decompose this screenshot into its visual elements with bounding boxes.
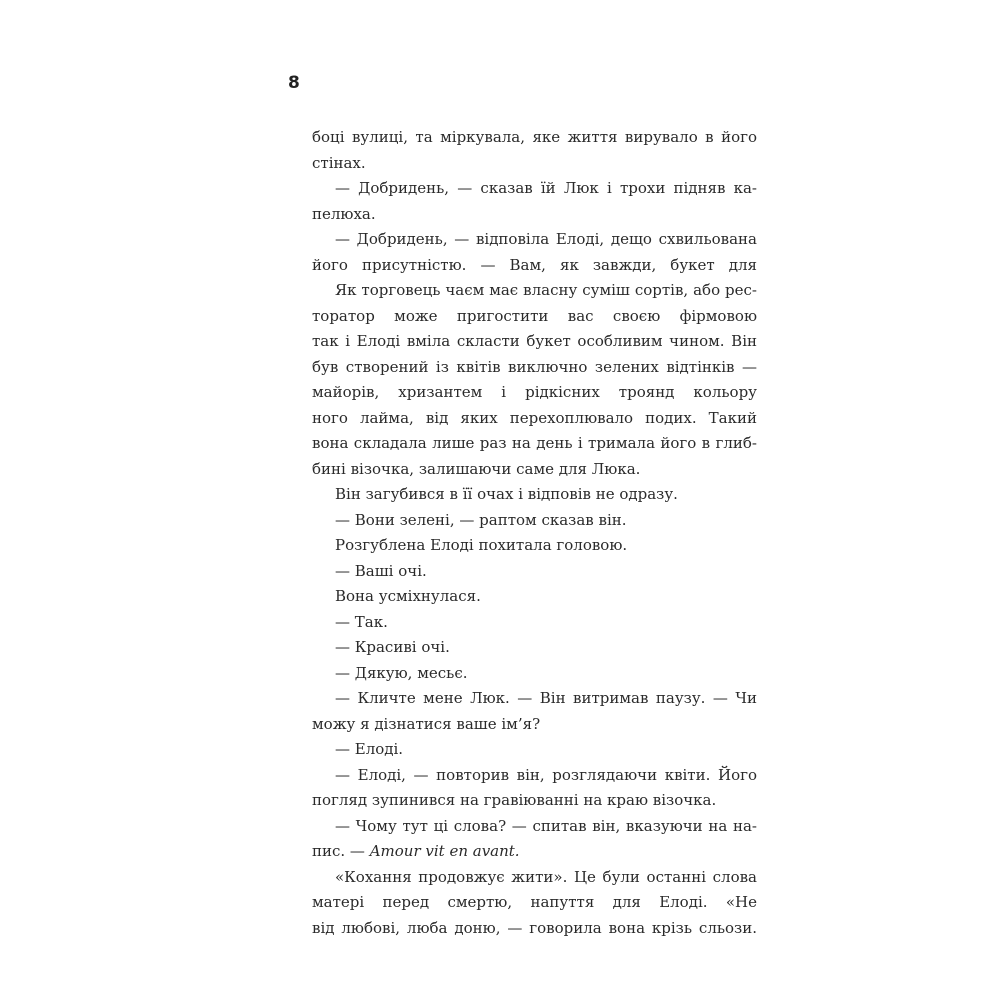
page-number: 8 [288, 73, 300, 93]
text-line [312, 661, 757, 687]
text-line-content: ного лайма, від яких перехоплювало подих. Такий [312, 408, 757, 427]
text-line [312, 712, 757, 738]
text-line [312, 125, 757, 151]
text-line-content: — Красиві очі. [335, 638, 450, 656]
text-line-content: Як торговець чаєм має власну суміш сортів, або рес- [335, 281, 757, 299]
text-line-content: — Чому тут ці слова? — спитав він, вказуючи на на- [335, 816, 757, 835]
text-line [312, 839, 757, 865]
body-text [312, 125, 757, 941]
text-line-content: майорів, хризантем і рідкісних троянд кольору [312, 383, 757, 401]
text-line-content: Розгублена Елоді похитала головою. [335, 536, 628, 554]
text-line-content: «Кохання продовжує жити». Це були останні слова [335, 867, 757, 886]
text-line [312, 151, 757, 177]
text-line [312, 890, 757, 916]
text-line [312, 431, 757, 457]
text-line [312, 865, 757, 891]
text-line [312, 916, 757, 942]
italic-phrase: Amour vit en avant. [369, 842, 520, 860]
text-line [312, 482, 757, 508]
text-line [312, 508, 757, 534]
text-line [312, 406, 757, 432]
text-line [312, 176, 757, 202]
text-line-content: його присутністю. — Вам, як завжди, букет для [312, 255, 757, 274]
text-line [312, 457, 757, 483]
text-line [312, 559, 757, 585]
text-line-content: погляд зупинився на гравіюванні на краю візочка. [312, 791, 717, 809]
text-line-content: матері перед смертю, напуття для Елоді. «Не [312, 893, 757, 911]
text-line-content: — Елоді. [335, 740, 404, 758]
text-line [312, 253, 757, 279]
text-line-content: — Кличте мене Люк. — Він витримав паузу. — Чи [335, 689, 757, 707]
text-line-content: так і Елоді вміла скласти букет особливим чином. Він [312, 332, 757, 350]
text-line [312, 227, 757, 253]
text-line [312, 278, 757, 304]
text-line-content: Вона усміхнулася. [335, 587, 481, 605]
text-line [312, 380, 757, 406]
text-line-content: вона складала лише раз на день і тримала його в глиб- [312, 434, 757, 452]
text-line [312, 737, 757, 763]
text-line-content: — Елоді, — повторив він, розглядаючи квіти. Його [335, 765, 757, 784]
text-line-content: — Добридень, — відповіла Елоді, дещо схвильована [335, 230, 757, 248]
text-line [312, 763, 757, 789]
text-line [312, 533, 757, 559]
text-line [312, 304, 757, 330]
text-line [312, 355, 757, 381]
text-line-content: був створений із квітів виключно зелених відтінків — [312, 357, 757, 376]
text-line-content: — Дякую, месьє. [335, 663, 468, 682]
text-line-content: пелюха. [312, 204, 376, 223]
text-line [312, 814, 757, 840]
text-line-content: — Ваші очі. [335, 561, 427, 580]
text-line-content: торатор може пригостити вас своєю фірмовою [312, 306, 757, 325]
text-line-content: можу я дізнатися ваше ім’я? [312, 714, 541, 733]
text-line [312, 202, 757, 228]
text-line-content: бині візочка, залишаючи саме для Люка. [312, 459, 641, 478]
text-line [312, 610, 757, 636]
text-line-content: боці вулиці, та міркувала, яке життя вирувало в його [312, 128, 757, 146]
text-line [312, 686, 757, 712]
text-line [312, 635, 757, 661]
text-line-content: — Так. [335, 612, 388, 631]
text-line-content: — Вони зелені, — раптом сказав він. [335, 510, 627, 529]
text-line-content: — Добридень, — сказав їй Люк і трохи підняв ка- [335, 179, 757, 197]
text-line-content: пис. — [312, 842, 370, 860]
text-line [312, 788, 757, 814]
text-line-content: стінах. [312, 153, 366, 172]
text-line [312, 584, 757, 610]
text-line [312, 329, 757, 355]
text-line-content: Він загубився в її очах і відповів не одразу. [335, 485, 678, 503]
text-line-content: від любові, люба доню, — говорила вона крізь сльози. [312, 918, 757, 937]
